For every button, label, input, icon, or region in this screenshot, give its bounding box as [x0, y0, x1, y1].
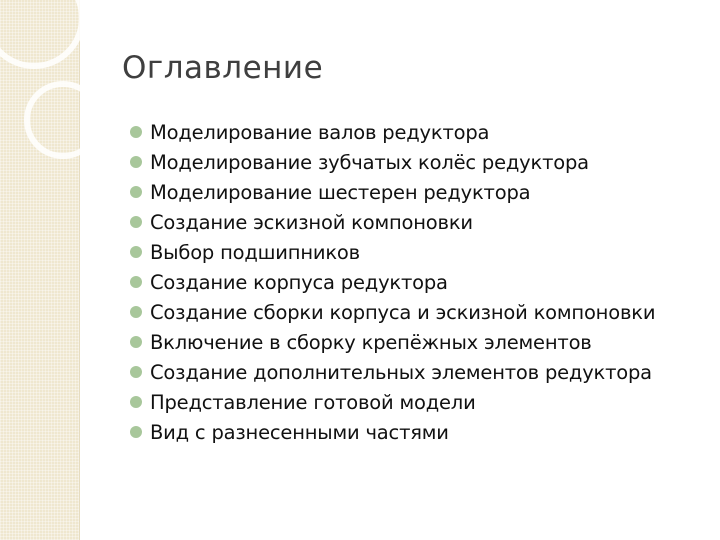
- circle-bullet-icon: [130, 126, 142, 138]
- circle-bullet-icon: [130, 216, 142, 228]
- list-item: [130, 207, 655, 237]
- list-item-label: Представление готовой модели: [150, 390, 476, 414]
- circle-bullet-icon: [130, 156, 142, 168]
- list-item-label: Выбор подшипников: [150, 240, 360, 264]
- list-item-label: Моделирование зубчатых колёс редуктора: [150, 150, 589, 174]
- circle-bullet-icon: [130, 336, 142, 348]
- list-item: [130, 327, 655, 357]
- list-item: [130, 237, 655, 267]
- list-item-label: Создание эскизной компоновки: [150, 210, 473, 234]
- list-item: [130, 417, 655, 447]
- circle-bullet-icon: [130, 426, 142, 438]
- list-item: [130, 357, 655, 387]
- list-item: [130, 117, 655, 147]
- decorative-circle-large: [0, 0, 82, 66]
- list-item-label: Создание сборки корпуса и эскизной компоновки: [150, 300, 656, 324]
- slide-title: Оглавление: [122, 50, 324, 86]
- circle-bullet-icon: [130, 366, 142, 378]
- circle-bullet-icon: [130, 396, 142, 408]
- circle-bullet-icon: [130, 276, 142, 288]
- circle-bullet-icon: [130, 186, 142, 198]
- list-item-label: Моделирование валов редуктора: [150, 120, 490, 144]
- list-item-label: Создание дополнительных элементов редуктора: [150, 360, 652, 384]
- circle-bullet-icon: [130, 306, 142, 318]
- list-item: [130, 177, 655, 207]
- list-item-label: Вид с разнесенными частями: [150, 420, 449, 444]
- circle-bullet-icon: [130, 246, 142, 258]
- list-item: [130, 297, 655, 327]
- decorative-circles-icon: [0, 0, 120, 200]
- list-item: [130, 267, 655, 297]
- list-item-label: Включение в сборку крепёжных элементов: [150, 330, 592, 354]
- list-item: [130, 387, 655, 417]
- decorative-circle-small: [27, 84, 99, 156]
- contents-list: [130, 117, 655, 447]
- list-item-label: Моделирование шестерен редуктора: [150, 180, 531, 204]
- list-item-label: Создание корпуса редуктора: [150, 270, 448, 294]
- list-item: [130, 147, 655, 177]
